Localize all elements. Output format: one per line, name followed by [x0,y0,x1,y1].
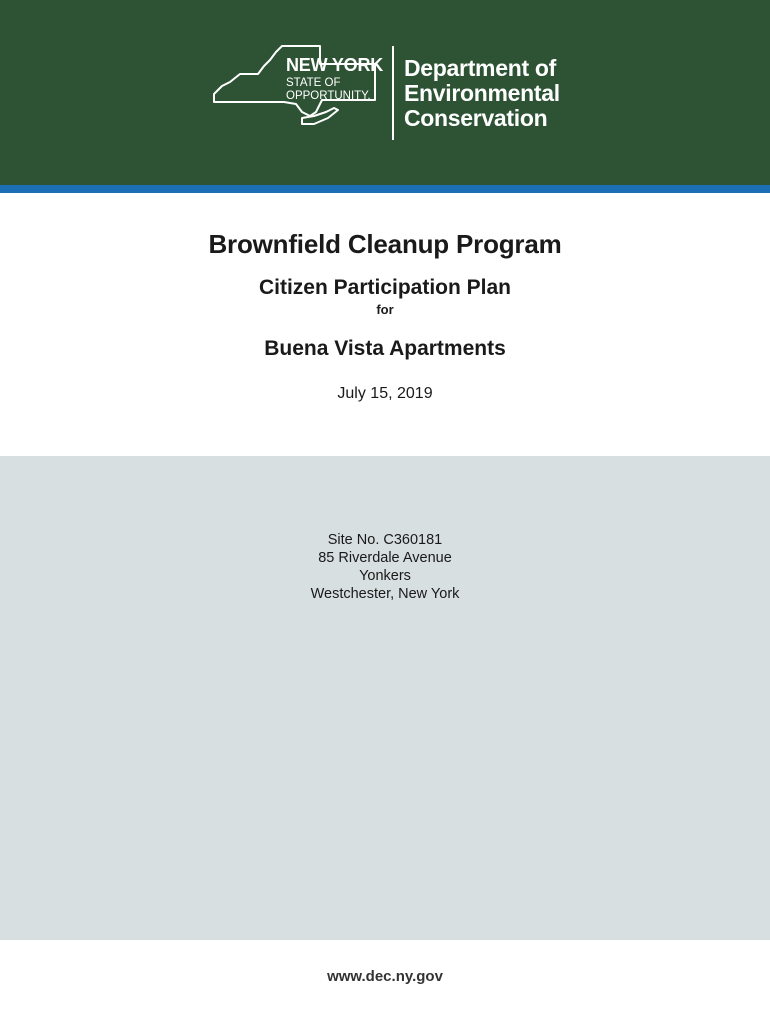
ny-state-title: NEW YORK [286,55,384,75]
agency-name-line3: Conservation [404,105,548,131]
site-city: Yonkers [359,568,411,584]
agency-name-line2: Environmental [404,80,560,106]
agency-name [404,56,560,131]
program-title: Brownfield Cleanup Program [208,229,562,259]
ny-state-wordmark [286,56,383,103]
agency-name-line1: Department of [404,55,557,81]
site-info [0,531,770,603]
site-number: Site No. C360181 [327,532,443,548]
document-date: July 15, 2019 [337,385,433,402]
title-block [0,193,770,403]
connector-text: for [376,302,394,317]
ny-tagline-line1: STATE OF [286,77,341,89]
ny-tagline-line2: OPPORTUNITY. [286,90,371,103]
site-county-state: Westchester, New York [310,586,460,602]
logo-divider [392,46,394,140]
footer-url-link[interactable]: www.dec.ny.gov [327,968,443,985]
site-address: 85 Riverdale Avenue [318,550,452,566]
header-stripe [0,185,770,193]
header-band [0,0,770,185]
plan-title: Citizen Participation Plan [258,276,512,299]
site-details-panel [0,456,770,940]
site-name: Buena Vista Apartments [264,337,506,360]
